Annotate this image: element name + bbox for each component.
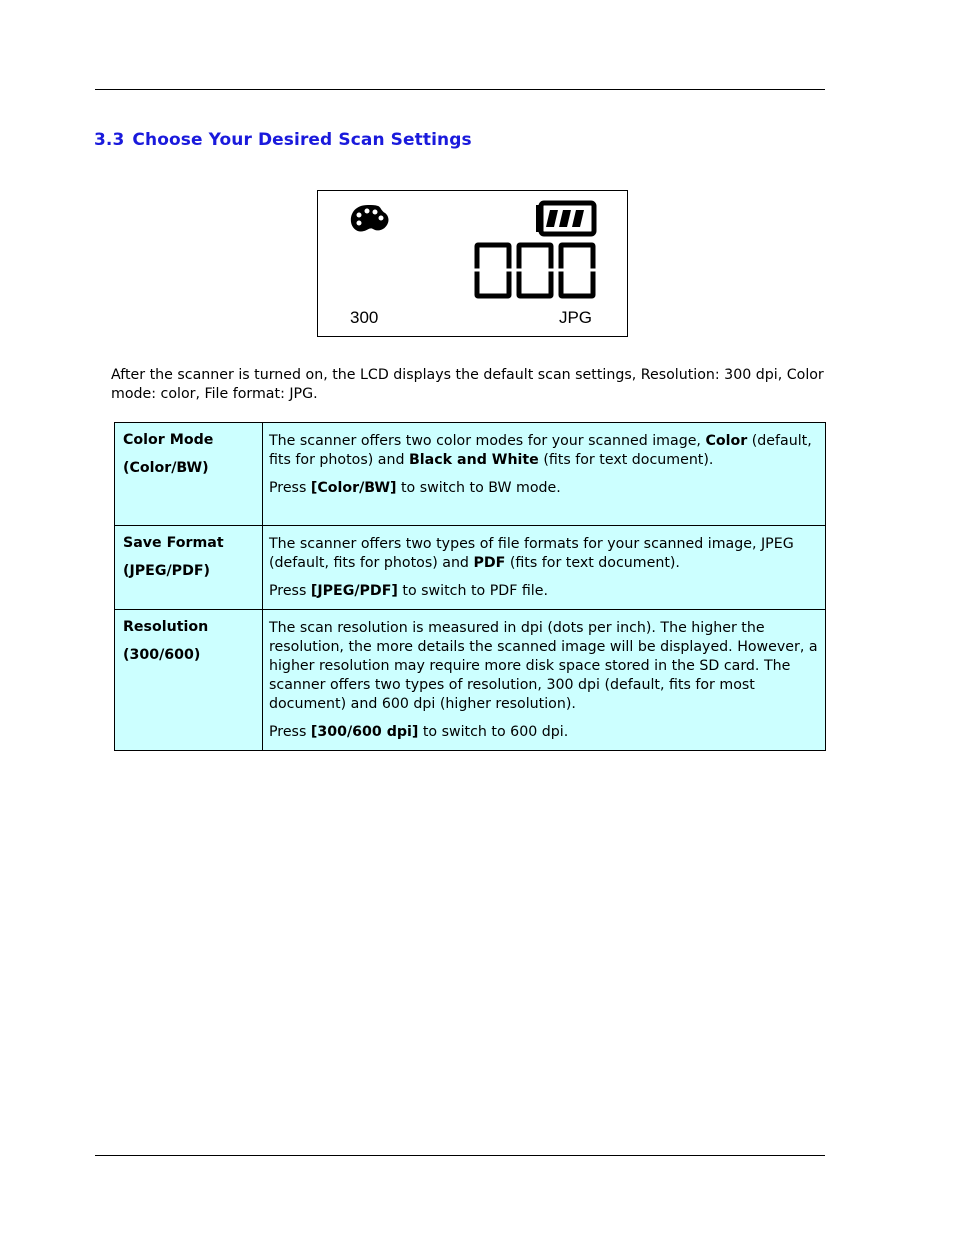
row-description (269, 535, 819, 573)
row-label: Resolution (123, 619, 209, 635)
press-key: [JPEG/PDF] (310, 583, 398, 599)
header-rule (95, 89, 825, 90)
section-number: 3.3 (94, 130, 125, 150)
press-text: Press (269, 724, 311, 740)
desc-bold: Color (705, 433, 748, 449)
lcd-display (317, 190, 628, 337)
row-label-cell (115, 423, 263, 526)
row-press-instruction (269, 479, 819, 498)
table-row (115, 526, 826, 610)
press-text: to switch to BW mode. (396, 480, 561, 496)
lcd-digits (477, 245, 593, 296)
row-press-instruction (269, 723, 819, 742)
desc-bold: PDF (473, 555, 506, 571)
battery-icon (536, 203, 594, 234)
row-press-instruction (269, 582, 819, 601)
row-description: The scan resolution is measured in dpi (dots per inch). The higher the resolution, the more details the scanned image will be displayed. However, a higher resolution may require more disk space stored in the SD card. The scanner offers two types of resolution, 300 dpi (default, fits for most document) and 600 dpi (higher resolution). (269, 620, 818, 712)
row-description-cell (263, 423, 826, 526)
footer-rule (95, 1155, 825, 1156)
desc-text: The scanner offers two types of file formats for your scanned image, JPEG (default, fits for photos) and (269, 536, 794, 571)
row-sublabel: (JPEG/PDF) (123, 563, 211, 579)
press-text: to switch to PDF file. (397, 583, 548, 599)
press-key: [300/600 dpi] (310, 724, 419, 740)
row-label-cell (115, 610, 263, 751)
press-key: [Color/BW] (310, 480, 397, 496)
settings-table (114, 422, 826, 751)
table-row (115, 423, 826, 526)
palette-icon (351, 205, 389, 232)
table-row (115, 610, 826, 751)
row-sublabel: (Color/BW) (123, 460, 209, 476)
row-description-cell (263, 610, 826, 751)
lcd-resolution: 300 (350, 308, 379, 327)
desc-text: (fits for text document). (505, 555, 680, 571)
row-description-cell (263, 526, 826, 610)
press-text: Press (269, 480, 311, 496)
lcd-format: JPG (558, 308, 592, 327)
desc-text: (default, fits for photos) and (269, 433, 812, 468)
section-title: Choose Your Desired Scan Settings (132, 130, 472, 150)
desc-bold: Black and White (408, 452, 539, 468)
section-heading (94, 130, 472, 150)
row-label: Save Format (123, 535, 224, 551)
desc-text: (fits for text document). (538, 452, 714, 468)
row-label: Color Mode (123, 432, 214, 448)
press-text: Press (269, 583, 311, 599)
intro-paragraph: After the scanner is turned on, the LCD displays the default scan settings, Resolution: 300 dpi, Color mode: color, File format: JPG. (111, 367, 824, 402)
press-text: to switch to 600 dpi. (418, 724, 569, 740)
desc-text: The scanner offers two color modes for your scanned image, (269, 433, 706, 449)
row-description (269, 432, 819, 470)
row-label-cell (115, 526, 263, 610)
row-sublabel: (300/600) (123, 647, 201, 663)
